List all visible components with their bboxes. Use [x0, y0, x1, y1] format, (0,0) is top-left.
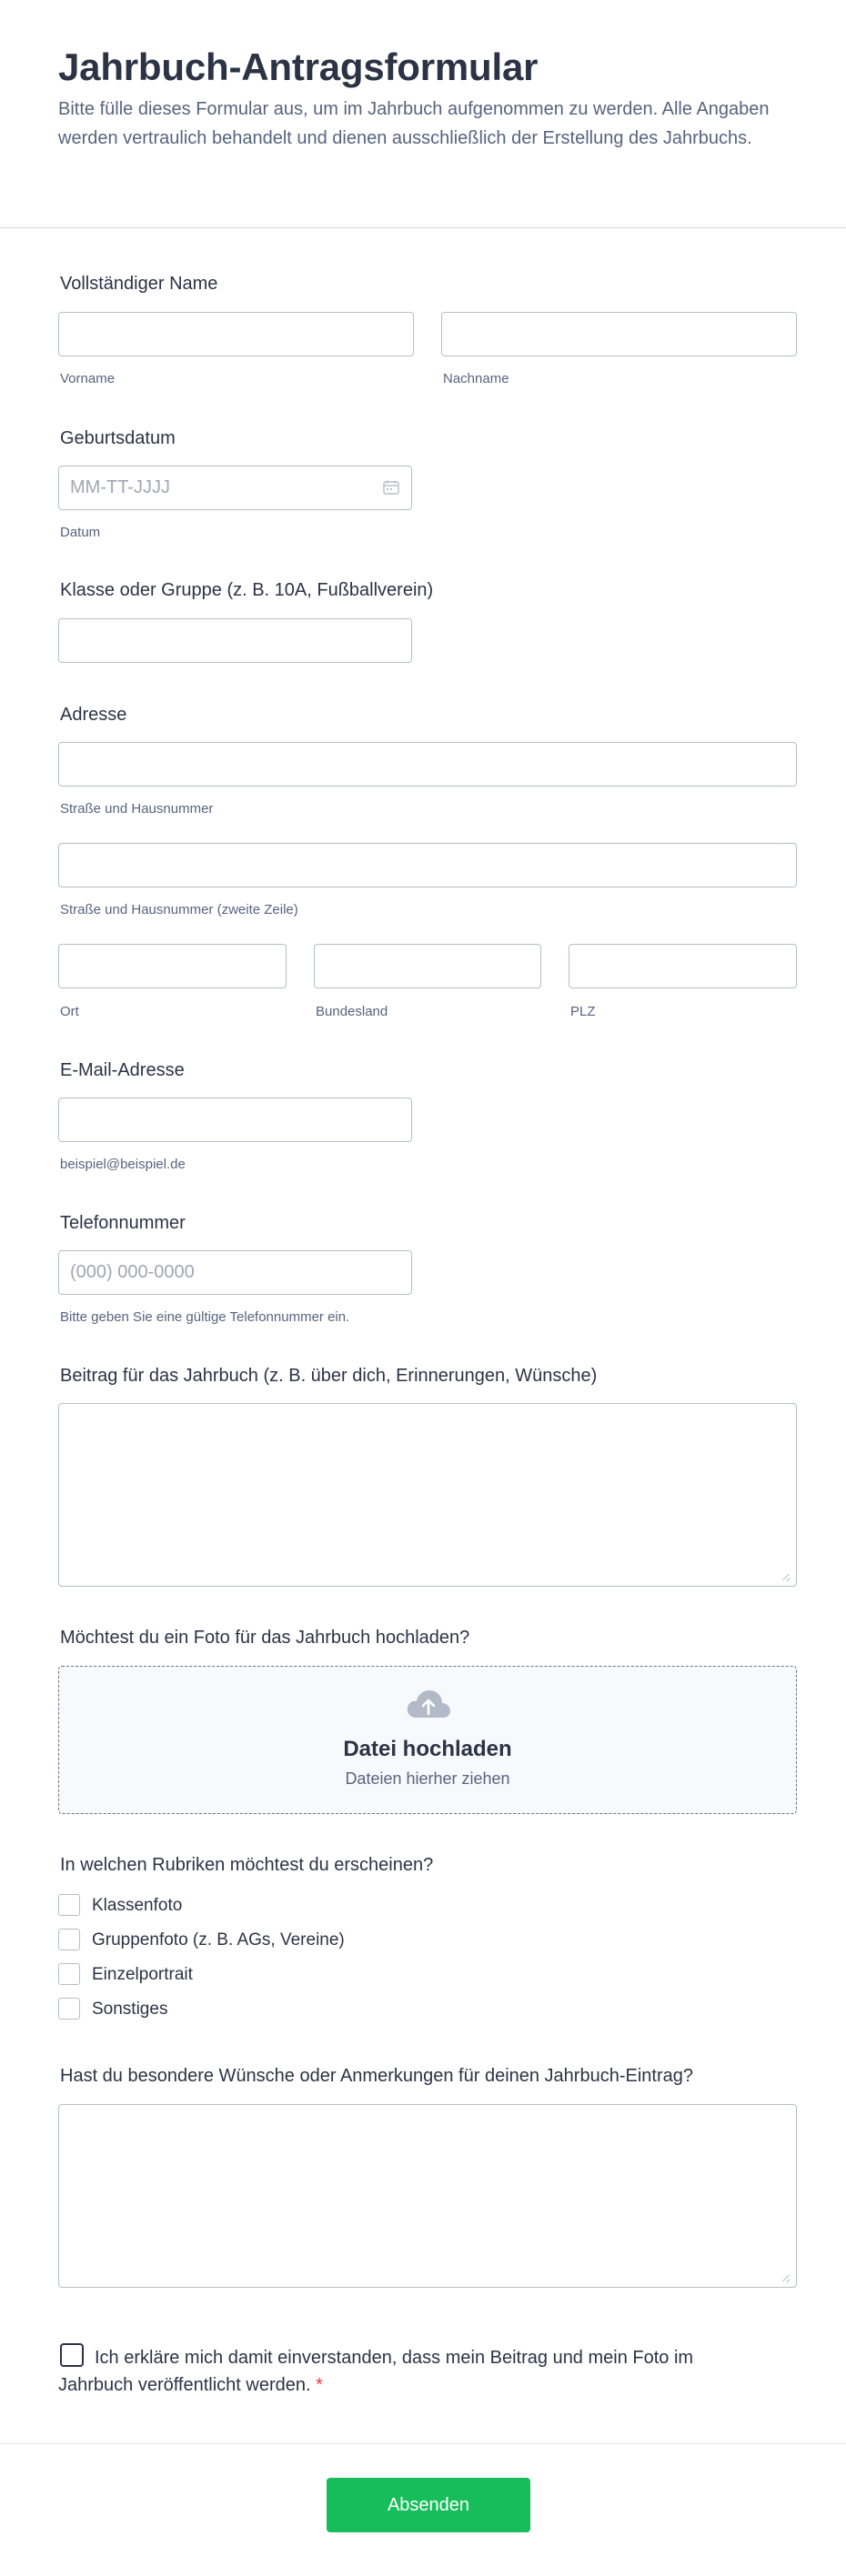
address-label: Adresse: [60, 705, 127, 725]
submit-button[interactable]: Absenden: [327, 2478, 530, 2532]
contribution-resize-handle[interactable]: [781, 1572, 791, 1581]
sections-label: In welchen Rubriken möchtest du erscheinen?: [60, 1855, 434, 1875]
checkbox-label[interactable]: Klassenfoto: [92, 1896, 183, 1915]
form-title: Jahrbuch-Antragsformular: [58, 45, 539, 88]
full-name-label: Vollständiger Name: [60, 274, 218, 294]
street-sublabel: Straße und Hausnummer: [60, 801, 214, 817]
cloud-upload-icon: [405, 1687, 452, 1723]
wishes-textarea[interactable]: [58, 2104, 797, 2288]
phone-label: Telefonnummer: [60, 1213, 186, 1233]
checkbox-label[interactable]: Gruppenfoto (z. B. AGs, Vereine): [92, 1930, 345, 1950]
zip-sublabel: PLZ: [570, 1004, 596, 1019]
consent-checkbox[interactable]: [60, 2343, 84, 2367]
street-line2-sublabel: Straße und Hausnummer (zweite Zeile): [60, 902, 298, 917]
last-name-input[interactable]: [441, 312, 797, 356]
contribution-label: Beitrag für das Jahrbuch (z. B. über dich, Erinnerungen, Wünsche): [60, 1366, 598, 1386]
birthdate-sublabel: Datum: [60, 525, 101, 540]
birthdate-input[interactable]: [58, 466, 412, 510]
first-name-sublabel: Vorname: [60, 371, 116, 386]
city-sublabel: Ort: [60, 1004, 79, 1019]
last-name-sublabel: Nachname: [443, 371, 509, 386]
photo-upload-label: Möchtest du ein Foto für das Jahrbuch hochladen?: [60, 1628, 470, 1648]
email-input[interactable]: [58, 1098, 412, 1142]
form-footer: [0, 2443, 846, 2576]
checkbox[interactable]: [58, 1963, 80, 1985]
checkbox-label[interactable]: Sonstiges: [92, 2000, 168, 2019]
consent-label[interactable]: [58, 2344, 713, 2399]
class-group-label: Klasse oder Gruppe (z. B. 10A, Fußballverein): [60, 580, 434, 600]
state-input[interactable]: [314, 944, 541, 988]
form-subtitle: Bitte fülle dieses Formular aus, um im Jahrbuch aufgenommen zu werden. Alle Angaben werden vertraulich behandelt und dienen ausschließlich der Erstellung des Jahrbuchs.: [58, 99, 770, 148]
checkbox-label[interactable]: Einzelportrait: [92, 1965, 193, 1984]
file-upload-dropzone[interactable]: [58, 1666, 797, 1814]
checkbox[interactable]: [58, 1894, 80, 1916]
checkbox[interactable]: [58, 1929, 80, 1950]
form-header: [0, 0, 846, 228]
upload-title: Datei hochladen: [343, 1737, 512, 1761]
first-name-input[interactable]: [58, 312, 414, 356]
wishes-resize-handle[interactable]: [781, 2273, 791, 2282]
required-marker: *: [316, 2375, 323, 2395]
email-sublabel: beispiel@beispiel.de: [60, 1157, 186, 1172]
street-input[interactable]: [58, 742, 797, 787]
consent-text: Ich erkläre mich damit einverstanden, dass mein Beitrag und mein Foto im Jahrbuch veröffentlicht werden.: [58, 2348, 694, 2395]
upload-subtitle: Dateien hierher ziehen: [345, 1769, 510, 1788]
email-label: E-Mail-Adresse: [60, 1060, 185, 1080]
zip-input[interactable]: [569, 944, 797, 988]
contribution-textarea[interactable]: [58, 1403, 797, 1587]
phone-sublabel: Bitte geben Sie eine gültige Telefonnummer ein.: [60, 1309, 350, 1325]
state-sublabel: Bundesland: [316, 1004, 388, 1019]
calendar-icon[interactable]: [383, 480, 399, 495]
class-group-input[interactable]: [58, 618, 412, 663]
checkbox[interactable]: [58, 1998, 80, 2020]
wishes-label: Hast du besondere Wünsche oder Anmerkungen für deinen Jahrbuch-Eintrag?: [60, 2066, 693, 2086]
birthdate-label: Geburtsdatum: [60, 428, 176, 448]
phone-input[interactable]: [58, 1250, 412, 1295]
street-line2-input[interactable]: [58, 843, 797, 887]
city-input[interactable]: [58, 944, 287, 988]
